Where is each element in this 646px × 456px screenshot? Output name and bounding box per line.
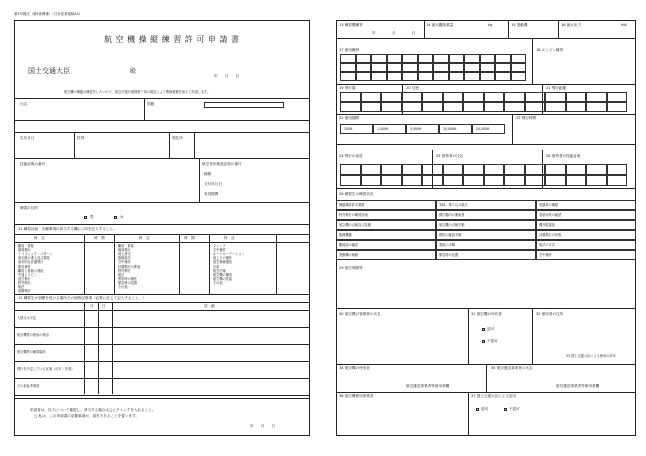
airfield-cell[interactable]: [525, 92, 546, 102]
subject-item: 空中操作: [213, 248, 226, 253]
status-label: 航空機の点検及び装備: [339, 223, 371, 227]
instructor-cell[interactable]: [525, 164, 546, 175]
status-label: 離陸前の確認: [339, 243, 359, 247]
subject-item: 離陸・着陸: [118, 244, 134, 248]
sec-18: 18 エンジン種別: [536, 48, 564, 52]
sec-25: 25 指導者の氏名: [436, 154, 464, 158]
subject-item: 基本的な計器飛行: [18, 260, 44, 265]
approve-yes-label: 認可: [487, 327, 495, 331]
instructor-cell[interactable]: [422, 175, 443, 186]
airfield-cell[interactable]: [463, 102, 484, 112]
usage-cell[interactable]: [511, 72, 527, 81]
instructor-cell[interactable]: [525, 175, 546, 186]
usage-cell[interactable]: [464, 72, 480, 81]
sec-24: 24 飛行の高度: [339, 154, 363, 158]
usage-cell[interactable]: [449, 72, 465, 81]
label-validity: 有効期間: [204, 192, 219, 196]
airfield-cell[interactable]: [361, 102, 382, 112]
th-subject-3: 科 目: [224, 236, 235, 240]
label-medical: 航空身体検査証明の番号: [202, 162, 242, 166]
sec-28: 28 練習生の練習状況: [339, 192, 374, 196]
sec-20: 20 空港: [406, 86, 419, 90]
final-approve-label: 認可: [481, 407, 489, 411]
detail-row-label: 飛行を予定している区域（日本・外国）: [17, 367, 75, 371]
status-label: 航空機の点検手順: [439, 223, 465, 227]
status-label: 緊急時の処置: [439, 253, 459, 257]
detail-th-detail: 詳 細: [204, 304, 215, 308]
status-label: 機外監視員: [539, 223, 555, 227]
detail-row-label: 入国又は予定: [17, 316, 37, 320]
sign-line-1: 航空運送事業者等使用者欄: [406, 384, 450, 388]
usage-cell[interactable]: [371, 54, 387, 63]
sec-17: 17 使用範囲: [339, 48, 360, 52]
th-time-2: 時 間: [184, 236, 195, 240]
usage-cell[interactable]: [402, 54, 418, 63]
instructor-cell[interactable]: [484, 164, 505, 175]
airfield-cell[interactable]: [443, 92, 464, 102]
intro-text: 航空機の操縦の練習をしたいので、航空法施行規則第７条の規定により関係書類を添えて申請します。: [64, 90, 211, 94]
airfield-cell[interactable]: [484, 102, 505, 112]
form-title: 航 空 機 操 縦 練 習 許 可 申 請 書: [104, 35, 240, 44]
detail-row-label: 航空機等の練習場所: [17, 350, 46, 354]
footer-date: 年 月 日: [250, 424, 276, 428]
airfield-cell[interactable]: [586, 102, 607, 112]
status-label: 計器飛行の状態: [539, 233, 562, 237]
unit-kg: kg: [488, 23, 493, 27]
sec-36: 36 航空機使用事業者: [339, 394, 374, 398]
instructor-cell[interactable]: [402, 164, 423, 175]
label-issue: 交付年月日: [204, 182, 222, 186]
honorific: 殿: [130, 68, 137, 75]
instructor-cell[interactable]: [361, 175, 382, 186]
airfield-cell[interactable]: [381, 102, 402, 112]
subject-item: 気象: [213, 264, 220, 269]
airfield-cell[interactable]: [484, 92, 505, 102]
status-label: 発動機の始動: [339, 253, 359, 257]
usage-cell[interactable]: [449, 63, 465, 72]
subject-item: 航法: [118, 272, 125, 277]
instructor-cell[interactable]: [463, 175, 484, 186]
instructor-cell[interactable]: [504, 175, 525, 186]
sec-35: 35 航空運送事業者の氏名: [491, 366, 533, 370]
final-deny-checkbox[interactable]: [504, 408, 507, 411]
usage-cell[interactable]: [433, 54, 449, 63]
subject-item: 航空無線通信: [213, 260, 233, 265]
sec-30: 30 航空機の管理者の氏名: [339, 312, 381, 316]
label-purpose: 練習の目的: [20, 206, 38, 210]
status-label: 空中操作: [539, 253, 552, 257]
final-approve-checkbox[interactable]: [476, 408, 479, 411]
detail-th-month: 月: [90, 304, 94, 308]
usage-cell[interactable]: [433, 72, 449, 81]
subject-item: 場周飛行: [18, 248, 31, 253]
subject-item: 計器飛行の要領: [118, 264, 141, 269]
th-subject-2: 科 目: [139, 236, 150, 240]
subject-item: 航空法規: [213, 268, 226, 273]
sec-37: 37 国土交通大臣による認可: [471, 394, 517, 398]
usage-cell[interactable]: [340, 72, 356, 81]
usage-cell[interactable]: [402, 63, 418, 72]
th-time-1: 時 間: [94, 236, 105, 240]
usage-cell[interactable]: [418, 63, 434, 72]
usage-cell[interactable]: [387, 72, 403, 81]
usage-cell[interactable]: [449, 54, 465, 63]
detail-row-label: その他参考事項: [17, 384, 40, 388]
airfield-cell[interactable]: [422, 102, 443, 112]
sec-26: 26 指導者の技能証明: [546, 154, 581, 158]
label-nationality: 国籍: [147, 102, 155, 106]
subject-item: 緊急操作: [18, 264, 31, 269]
footer-check: □ 私は、この申請書の記載事項が、真実であることを誓います。: [34, 414, 139, 418]
sec-13: 13 練習機種等: [339, 23, 363, 27]
instructor-cell[interactable]: [607, 164, 628, 175]
status-label: 燃料の確認手順: [439, 233, 462, 237]
sec-19: 19 飛行場: [339, 86, 356, 90]
airfield-cell[interactable]: [586, 92, 607, 102]
instructor-cell[interactable]: [381, 175, 402, 186]
usage-cell[interactable]: [464, 63, 480, 72]
sec-16: 16 最大出力: [561, 23, 582, 27]
sec-23: 23 飛行時間: [516, 116, 537, 120]
application-date: 年 月 日: [214, 74, 240, 78]
usage-cell[interactable]: [356, 54, 372, 63]
subject-item: 空中操作: [118, 260, 131, 265]
usage-cell[interactable]: [495, 72, 511, 81]
subject-item: 航空機の構造: [213, 272, 233, 277]
altitude-value: 20,000ft: [476, 127, 490, 131]
altitude-value: 10,000ft: [443, 127, 457, 131]
airfield-cell[interactable]: [443, 102, 464, 112]
airfield-cell[interactable]: [566, 92, 587, 102]
right-page: [336, 20, 636, 436]
form-number: 第2号様式（第4条関係）（日本産業規格A3）: [14, 12, 83, 16]
status-label: 操縦練習許可書類: [339, 203, 365, 207]
usage-cell[interactable]: [480, 54, 496, 63]
instructor-cell[interactable]: [504, 164, 525, 175]
status-label: 無線機器: [339, 233, 352, 237]
status-label: 野外飛行の練習計画: [339, 213, 368, 217]
airfield-cell[interactable]: [463, 92, 484, 102]
instructor-cell[interactable]: [484, 175, 505, 186]
th-subject-1: 科 目: [34, 236, 45, 240]
label-birth: 生年月日: [20, 136, 35, 140]
instructor-cell[interactable]: [340, 164, 361, 175]
sec-21: 21 飛行距離: [546, 86, 567, 90]
sec-14: 14 最大離陸重量: [426, 23, 454, 27]
airfield-cell[interactable]: [545, 102, 566, 112]
approve-yes-checkbox[interactable]: [482, 328, 485, 331]
subject-item: 航空機の性能: [213, 276, 233, 281]
usage-cell[interactable]: [464, 54, 480, 63]
instructor-cell[interactable]: [586, 164, 607, 175]
addressee: 国土交通大臣: [28, 67, 70, 75]
usage-cell[interactable]: [356, 63, 372, 72]
sec-29: 29 航空保険等: [339, 266, 363, 270]
sec-34: 34 航空機の使用者: [339, 366, 370, 370]
unit-kw: kW: [621, 23, 627, 27]
sec-22: 22 使用期間: [339, 116, 360, 120]
usage-cell[interactable]: [371, 72, 387, 81]
sec-15: 15 発動機: [511, 23, 528, 27]
airfield-cell[interactable]: [504, 92, 525, 102]
date-day: 日: [412, 31, 416, 35]
subject-item: 離陸・着陸: [18, 244, 34, 248]
subject-item: 地上滑走: [118, 252, 131, 257]
date-month: 月: [392, 31, 396, 35]
label-address: 現住所: [172, 136, 183, 140]
usage-cell[interactable]: [387, 63, 403, 72]
usage-cell[interactable]: [418, 72, 434, 81]
sec-33: 33 国土交通大臣による使用の許可: [566, 354, 616, 358]
detail-th-day: 日: [102, 304, 106, 308]
notes-header: 12 練習生が訓練を受ける場所その他特記事項（必要に応じて記入すること。）: [18, 296, 146, 300]
subject-item: 異常時の操作: [118, 276, 138, 281]
airfield-cell[interactable]: [545, 92, 566, 102]
instructor-cell[interactable]: [545, 175, 566, 186]
footer-note: 申請者は、以下について確認し、該当する場合は□にチェックを入れること。: [30, 408, 156, 412]
instructor-cell[interactable]: [361, 164, 382, 175]
instructor-cell[interactable]: [402, 175, 423, 186]
usage-cell[interactable]: [480, 63, 496, 72]
subject-item: 失速とスピン: [18, 272, 38, 277]
subject-item: 航法: [18, 285, 25, 289]
altitude-value: 5,000ft: [410, 127, 422, 131]
instructor-cell[interactable]: [463, 164, 484, 175]
airfield-cell[interactable]: [504, 102, 525, 112]
instructor-cell[interactable]: [422, 164, 443, 175]
instructor-cell[interactable]: [586, 175, 607, 186]
sign-line-2: 航空運送事業者等使用者欄: [556, 384, 600, 388]
subject-item: 無線航法: [118, 256, 131, 261]
subject-item: 野外飛行: [118, 268, 131, 273]
final-deny-label: 不認可: [509, 407, 520, 411]
airfield-cell[interactable]: [340, 92, 361, 102]
usage-cell[interactable]: [402, 72, 418, 81]
date-year: 年: [372, 31, 376, 35]
usage-cell[interactable]: [480, 72, 496, 81]
subject-item: 地上での操作: [213, 256, 233, 261]
status-label: 飛行場内の運航者: [439, 213, 465, 217]
subject-item: 野外飛行: [18, 280, 31, 285]
usage-cell[interactable]: [511, 63, 527, 72]
instructor-cell[interactable]: [607, 175, 628, 186]
subject-item: 緊急時の処置: [118, 280, 138, 285]
sex-female-label: 女: [120, 215, 124, 219]
airfield-cell[interactable]: [402, 92, 423, 102]
status-label: 実地、乗り込み航法: [439, 203, 468, 207]
usage-cell[interactable]: [371, 63, 387, 72]
label-license: 技能証明の番号: [20, 162, 46, 166]
airfield-cell[interactable]: [607, 102, 628, 112]
left-page: [14, 6, 310, 436]
usage-cell[interactable]: [418, 54, 434, 63]
label-name: 氏名: [20, 102, 28, 106]
sex-male-checkbox[interactable]: [84, 216, 87, 219]
airfield-cell[interactable]: [566, 102, 587, 112]
usage-cell[interactable]: [387, 54, 403, 63]
instructor-cell[interactable]: [566, 164, 587, 175]
instructor-cell[interactable]: [545, 164, 566, 175]
usage-cell[interactable]: [340, 54, 356, 63]
instructor-cell[interactable]: [381, 164, 402, 175]
instructor-cell[interactable]: [340, 175, 361, 186]
usage-cell[interactable]: [511, 54, 527, 63]
subject-item: その他: [118, 285, 128, 289]
airfield-cell[interactable]: [607, 92, 628, 102]
instructor-cell[interactable]: [566, 175, 587, 186]
subject-item: その他: [213, 280, 223, 285]
altitude-value: 1,000ft: [377, 127, 389, 131]
label-type: 種類: [204, 172, 212, 176]
subject-item: 低空飛行: [18, 276, 31, 281]
sec-31: 31 航空機の所有者: [471, 312, 502, 316]
subject-item: 夜間飛行: [18, 289, 31, 294]
approve-no-checkbox[interactable]: [482, 340, 485, 343]
airfield-cell[interactable]: [422, 92, 443, 102]
training-section-title: 11 練習計画 各種事項の該当する欄に○印を記入すること。: [18, 227, 117, 231]
airfield-cell[interactable]: [525, 102, 546, 112]
subject-item: オートローテーション: [213, 252, 245, 257]
approve-no-label: 不認可: [487, 339, 498, 343]
usage-cell[interactable]: [340, 63, 356, 72]
label-sex: 性別: [77, 136, 85, 140]
instructor-cell[interactable]: [443, 164, 464, 175]
usage-cell[interactable]: [495, 63, 511, 72]
status-label: 着陸の手順: [439, 243, 455, 247]
airfield-cell[interactable]: [361, 92, 382, 102]
status-label: 受講者の種類: [539, 203, 559, 207]
instructor-cell[interactable]: [443, 175, 464, 186]
altitude-value: 300ft: [344, 127, 353, 131]
detail-row-label: 航空機等の使用の理由: [17, 333, 49, 337]
airfield-cell[interactable]: [381, 92, 402, 102]
subject-item: 滑走路の進入及び着陸: [18, 256, 50, 261]
airfield-cell[interactable]: [340, 102, 361, 112]
sex-female-checkbox[interactable]: [114, 216, 117, 219]
status-label: 航法の方式: [539, 243, 555, 247]
sec-32: 32 使用者の住所: [536, 312, 564, 316]
usage-cell[interactable]: [356, 72, 372, 81]
usage-cell[interactable]: [495, 54, 511, 63]
status-label: 非常用具の確認: [539, 213, 562, 217]
sex-male-label: 男: [90, 215, 94, 219]
subject-item: 場周飛行: [118, 248, 131, 253]
airfield-cell[interactable]: [402, 102, 423, 112]
subject-item: 離陸と着陸の連続: [18, 268, 44, 273]
subject-item: トラフィック・パターン: [18, 252, 53, 257]
subject-item: ジャンプ: [213, 244, 226, 248]
usage-cell[interactable]: [433, 63, 449, 72]
